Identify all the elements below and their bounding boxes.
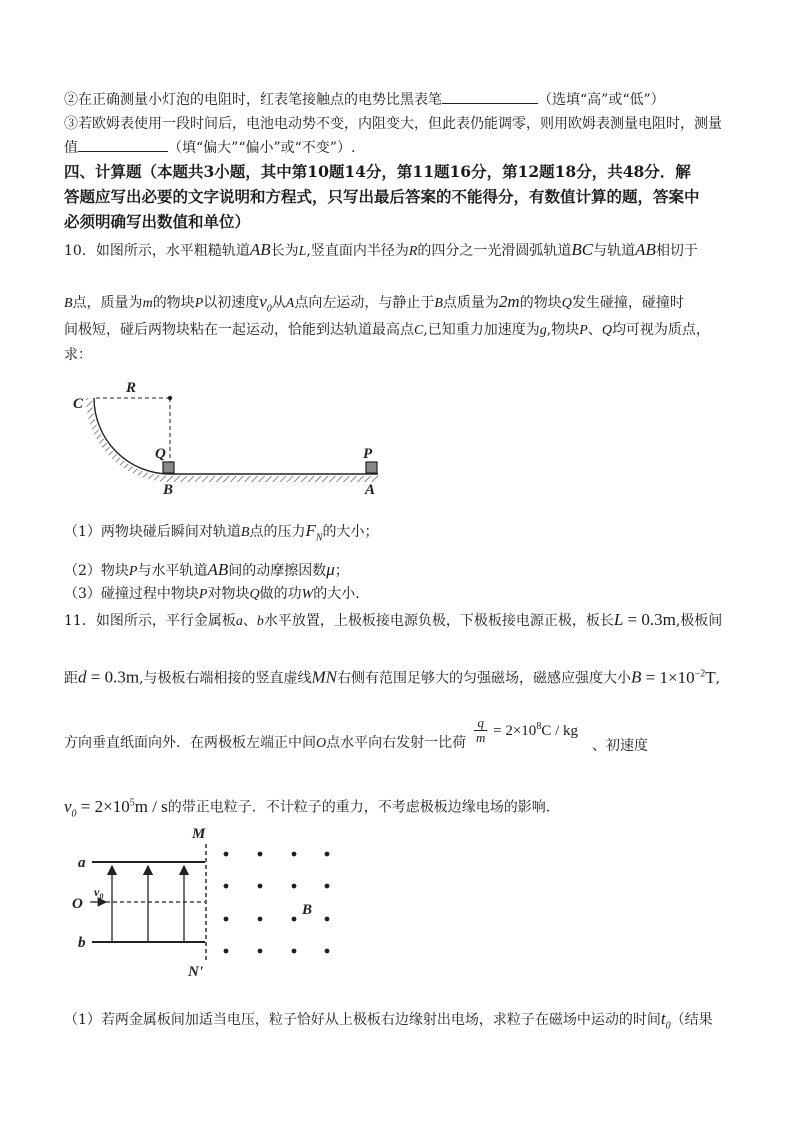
- q9-item3-line1: ③若欧姆表使用一段时间后，电池电动势不变，内阻变大，但此表仍能调零，则用欧姆表测量电阻时，测量: [64, 116, 722, 132]
- q10-p: P: [579, 323, 588, 338]
- q10-text: 从: [271, 295, 286, 311]
- q10-text: 10．如图所示，水平粗糙轨道: [64, 243, 250, 259]
- q10-fn: $F_N$: [305, 521, 323, 544]
- answer-blank[interactable]: [78, 137, 168, 152]
- block-q: [163, 462, 174, 473]
- q10-c: C: [414, 323, 424, 338]
- q11-a: a: [235, 614, 243, 629]
- q11-text: （结果: [670, 1012, 713, 1028]
- q11-text: 点水平向右发射一比荷: [326, 735, 467, 751]
- q10-text: 、: [587, 322, 602, 338]
- label-a: a: [78, 855, 86, 871]
- q10-text: 做的功: [259, 586, 302, 602]
- q10-text: （2）物块: [64, 563, 129, 579]
- label-b: b: [78, 935, 86, 951]
- q11-t0: $t_0$: [660, 1009, 671, 1032]
- q10-figure: [64, 372, 394, 502]
- q10-p: P: [198, 587, 208, 602]
- q11-line4: [64, 793, 550, 824]
- q10-sub1: [64, 521, 379, 548]
- q9-item2-text: ②在正确测量小灯泡的电阻时，红表笔接触点的电势比黑表笔: [64, 92, 442, 108]
- label-b: B: [163, 482, 174, 498]
- q11-text: 右侧有范围足够大的匀强磁场，磁感应强度大小: [337, 670, 632, 687]
- q10-l: L: [298, 244, 307, 259]
- q10-b: B: [64, 296, 73, 311]
- label-a: A: [365, 482, 376, 498]
- q10-p: P: [128, 564, 138, 579]
- q10-text: 点向左运动，与静止于: [294, 295, 435, 311]
- q11-l-val: = 0.3m: [623, 610, 676, 629]
- q11-text: ,与极板右端相接的竖直虚线: [139, 670, 312, 687]
- q11-d: d: [78, 667, 87, 687]
- section-heading-line2: 答题应写出必要的文字说明和方程式，只写出最后答案的不能得分，有数值计算的题，答案中: [64, 187, 700, 206]
- q10-text: 均可视为质点，: [611, 322, 710, 338]
- track-ground-hatch: [86, 398, 378, 482]
- q10-ab: AB: [635, 240, 656, 259]
- q11-v0-val: = $2\times 10^5m / s$: [76, 796, 168, 816]
- answer-blank[interactable]: [442, 89, 538, 104]
- q10-line1: [64, 240, 698, 262]
- q10-text: ；: [334, 563, 349, 579]
- q11-b-val: = $1\times 10^{-2}T$: [641, 667, 716, 687]
- q11-figure: [68, 822, 338, 982]
- q10-v0: $v_0$: [259, 292, 272, 315]
- q10-w: W: [301, 587, 314, 602]
- q11-l: L: [613, 610, 624, 629]
- block-p: [366, 462, 377, 473]
- q10-text: 的大小；: [322, 524, 379, 540]
- label-b-field: B: [302, 902, 313, 918]
- q9-item2: [64, 89, 665, 110]
- q10-text: 与水平轨道: [137, 563, 208, 579]
- q10-text: ,竖直面内半径为: [306, 243, 409, 259]
- q10-ab: AB: [249, 240, 271, 259]
- magnetic-field-dots: [224, 852, 330, 954]
- arc-track-bc: [94, 398, 170, 474]
- q10-text: 长为: [270, 243, 299, 259]
- q11-o: O: [316, 736, 327, 751]
- label-m: M: [192, 826, 206, 842]
- label-v0: $v_0$: [94, 885, 104, 901]
- q10-text: 点的压力: [249, 524, 306, 540]
- q10-line2: [64, 292, 684, 319]
- q10-text: （1）两物块碰后瞬间对轨道: [64, 524, 241, 540]
- q9-item3-choice: （填“偏大”“偏小”或“不变”）.: [168, 140, 356, 156]
- arc-center-dot: [168, 396, 172, 400]
- q10-2m: 2m: [498, 292, 520, 311]
- q10-a: A: [285, 296, 295, 311]
- q10-text: ,物块: [546, 322, 580, 338]
- q10-r: R: [408, 244, 418, 259]
- q10-text: 间的动摩擦因数: [228, 563, 327, 579]
- q10-mu: μ: [326, 560, 335, 579]
- q10-b: B: [240, 525, 250, 540]
- q11-b-field: B: [631, 667, 642, 687]
- q10-p: P: [194, 296, 204, 311]
- q10-text: 对物块: [207, 586, 250, 602]
- q10-text: 的物块: [519, 295, 562, 311]
- q11-text: ,: [715, 670, 721, 687]
- q10-q: Q: [601, 323, 612, 338]
- q11-text: 方向垂直纸面向外．在两极板左端正中间: [64, 735, 316, 751]
- q11-line1: [64, 610, 722, 632]
- q10-q: Q: [561, 296, 572, 311]
- label-r: R: [126, 380, 137, 396]
- q9-item3-text: 值: [64, 140, 78, 156]
- q10-line4: 求：: [64, 347, 92, 363]
- label-o: O: [72, 896, 83, 912]
- q10-text: 相切于: [655, 243, 698, 259]
- q11-text: ,极板间: [675, 613, 723, 629]
- section-heading-line1: 四、计算题（本题共3小题，其中第10题14分，第11题16分，第12题18分，共48分．解: [64, 162, 691, 181]
- q10-text: 的大小.: [313, 586, 360, 602]
- q11-v0: $v_0$: [64, 796, 77, 820]
- q10-b: B: [434, 296, 443, 311]
- q11-line3: [64, 733, 466, 754]
- q10-text: 点，质量为: [72, 295, 143, 311]
- q10-text: 的四分之一光滑圆弧轨道: [417, 243, 572, 259]
- q9-item2-choice: （选填“高”或“低”）: [538, 92, 665, 108]
- q11-sub1: [64, 1009, 713, 1036]
- q10-text: ,已知重力加速度为: [423, 322, 540, 338]
- q10-g: g: [539, 323, 547, 338]
- q11-text: （1）若两金属板间加适当电压，粒子恰好从上极板右边缘射出电场，求粒子在磁场中运动的时间: [64, 1012, 661, 1028]
- q10-text: （3）碰撞过程中物块: [64, 586, 199, 602]
- q10-text: 发生碰撞，碰撞时: [571, 295, 684, 311]
- q10-sub3: [64, 584, 360, 605]
- q11-text: 距: [64, 670, 78, 687]
- label-n: N': [188, 964, 203, 980]
- q11-text: 水平放置，上极板接电源负极，下极板接电源正极，板长: [263, 613, 614, 629]
- q10-text: 的物块: [152, 295, 195, 311]
- q11-b: b: [256, 614, 264, 629]
- q10-text: 点质量为: [442, 295, 499, 311]
- q10-text: 间极短，碰后两物块粘在一起运动，恰能到达轨道最高点: [64, 322, 414, 338]
- q10-line3: [64, 320, 710, 341]
- q10-text: 与轨道: [593, 243, 636, 259]
- q-over-m-fraction: $\frac{q}{m}$: [476, 715, 486, 745]
- q11-line2: [64, 664, 720, 689]
- label-q: Q: [155, 446, 166, 462]
- label-p: P: [363, 446, 373, 462]
- q10-m: m: [142, 296, 153, 311]
- q11-text: 11．如图所示，平行金属板: [64, 613, 236, 629]
- q11-d-val: = 0.3m: [86, 667, 140, 687]
- q10-sub2: [64, 560, 349, 582]
- q11-text: 、: [242, 613, 257, 629]
- q11-mn: MN: [311, 667, 338, 687]
- section-heading-line3: 必须明确写出数值和单位）: [64, 212, 251, 231]
- q10-text: 以初速度: [203, 295, 260, 311]
- q10-ab: AB: [207, 560, 229, 579]
- q11-text: 的带正电粒子．不计粒子的重力，不考虑极板边缘电场的影响.: [167, 799, 551, 816]
- q9-item3-line2: [64, 137, 355, 158]
- q11-line3-tail: 、初速度: [592, 738, 648, 754]
- q10-q: Q: [249, 587, 260, 602]
- label-c: C: [73, 396, 84, 412]
- q11-charge-ratio: $\frac{q}{m}$ = $2\times 10^8C$ / kg: [476, 715, 578, 745]
- q10-bc: BC: [571, 240, 594, 259]
